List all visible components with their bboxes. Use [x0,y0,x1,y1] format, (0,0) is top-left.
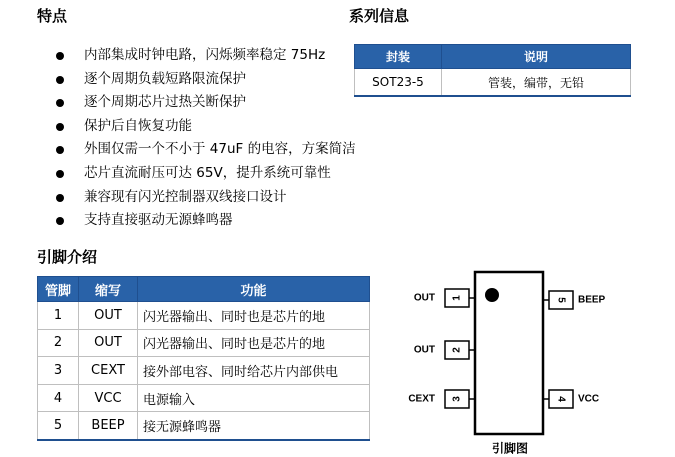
pin-2 [414,341,475,359]
feature-text: 内部集成时钟电路，闪烁频率稳定 75Hz [84,47,326,63]
column-header: 封装 [355,45,442,69]
pin-name-label: OUT [413,344,435,356]
pin-abbr: OUT [79,302,138,330]
column-header: 缩写 [79,277,138,302]
pin-number-label: 3 [451,396,463,402]
pins-table [37,276,370,441]
pin-function: 接外部电容、同时给芯片内部供电 [138,357,370,385]
pin-name-label: VCC [578,393,600,405]
feature-text: 逐个周期芯片过热关断保护 [84,94,246,111]
feature-text: 保护后自恢复功能 [84,117,192,134]
series-heading: 系列信息 [349,7,410,25]
pin-number-label: 5 [555,297,567,303]
feature-item [50,44,380,68]
pin-number: 3 [38,357,79,385]
table-row [355,69,631,97]
feature-item [50,91,380,115]
pin-name-label: OUT [413,292,435,304]
diagram-caption: 引脚图 [491,441,529,456]
column-header: 功能 [138,277,370,302]
pin1-marker [485,288,499,302]
table-row [38,384,370,412]
feature-item [50,68,380,92]
pin-name-label: CEXT [408,393,435,405]
pin-number-label: 1 [451,295,463,301]
bullet-icon [56,52,64,60]
feature-text: 逐个周期负载短路限流保护 [84,70,246,87]
pin-number: 4 [38,384,79,412]
feature-item [50,209,380,233]
bullet-icon [56,194,64,202]
pin-5 [543,291,606,309]
pinout-diagram [400,266,610,457]
feature-text: 外围仅需一个不小于 47uF 的电容，方案简洁 [84,141,356,158]
table-row [38,302,370,330]
column-header: 管脚 [38,277,79,302]
pin-name-label: BEEP [578,294,606,306]
pin-abbr: CEXT [79,357,138,385]
pin-function: 电源输入 [138,384,370,412]
feature-text: 芯片直流耐压可达 65V，提升系统可靠性 [84,164,331,181]
pin-1 [414,289,475,307]
pin-function: 闪光器输出、同时也是芯片的地 [138,329,370,357]
feature-item [50,186,380,210]
series-table [354,44,631,97]
bullet-icon [56,217,64,225]
pin-abbr: OUT [79,329,138,357]
bullet-icon [56,170,64,178]
feature-item [50,138,380,162]
pin-function: 闪光器输出、同时也是芯片的地 [138,302,370,330]
feature-text: 兼容现有闪光控制器双线接口设计 [84,188,287,205]
pin-number: 5 [38,412,79,440]
pin-number-label: 2 [451,347,463,353]
table-header-row [355,45,631,69]
pin-abbr: BEEP [79,412,138,440]
pin-number: 1 [38,302,79,330]
pin-4 [543,390,599,408]
table-row [38,357,370,385]
pin-function: 接无源蜂鸣器 [138,412,370,440]
feature-item [50,115,380,139]
pin-number: 2 [38,329,79,357]
pin-number-label: 4 [555,396,567,402]
pin-abbr: VCC [79,384,138,412]
bullet-icon [56,146,64,154]
features-list [50,44,380,233]
bullet-icon [56,99,64,107]
bullet-icon [56,123,64,131]
table-header-row [38,277,370,302]
feature-item [50,162,380,186]
table-row [38,329,370,357]
pin-3 [408,390,475,408]
column-header: 说明 [442,45,631,69]
table-cell: SOT23-5 [355,69,442,97]
table-row [38,412,370,440]
pins-heading: 引脚介绍 [37,248,98,266]
features-heading: 特点 [37,7,68,25]
feature-text: 支持直接驱动无源蜂鸣器 [84,212,233,229]
bullet-icon [56,76,64,84]
table-cell: 管装，编带，无铅 [442,69,631,97]
